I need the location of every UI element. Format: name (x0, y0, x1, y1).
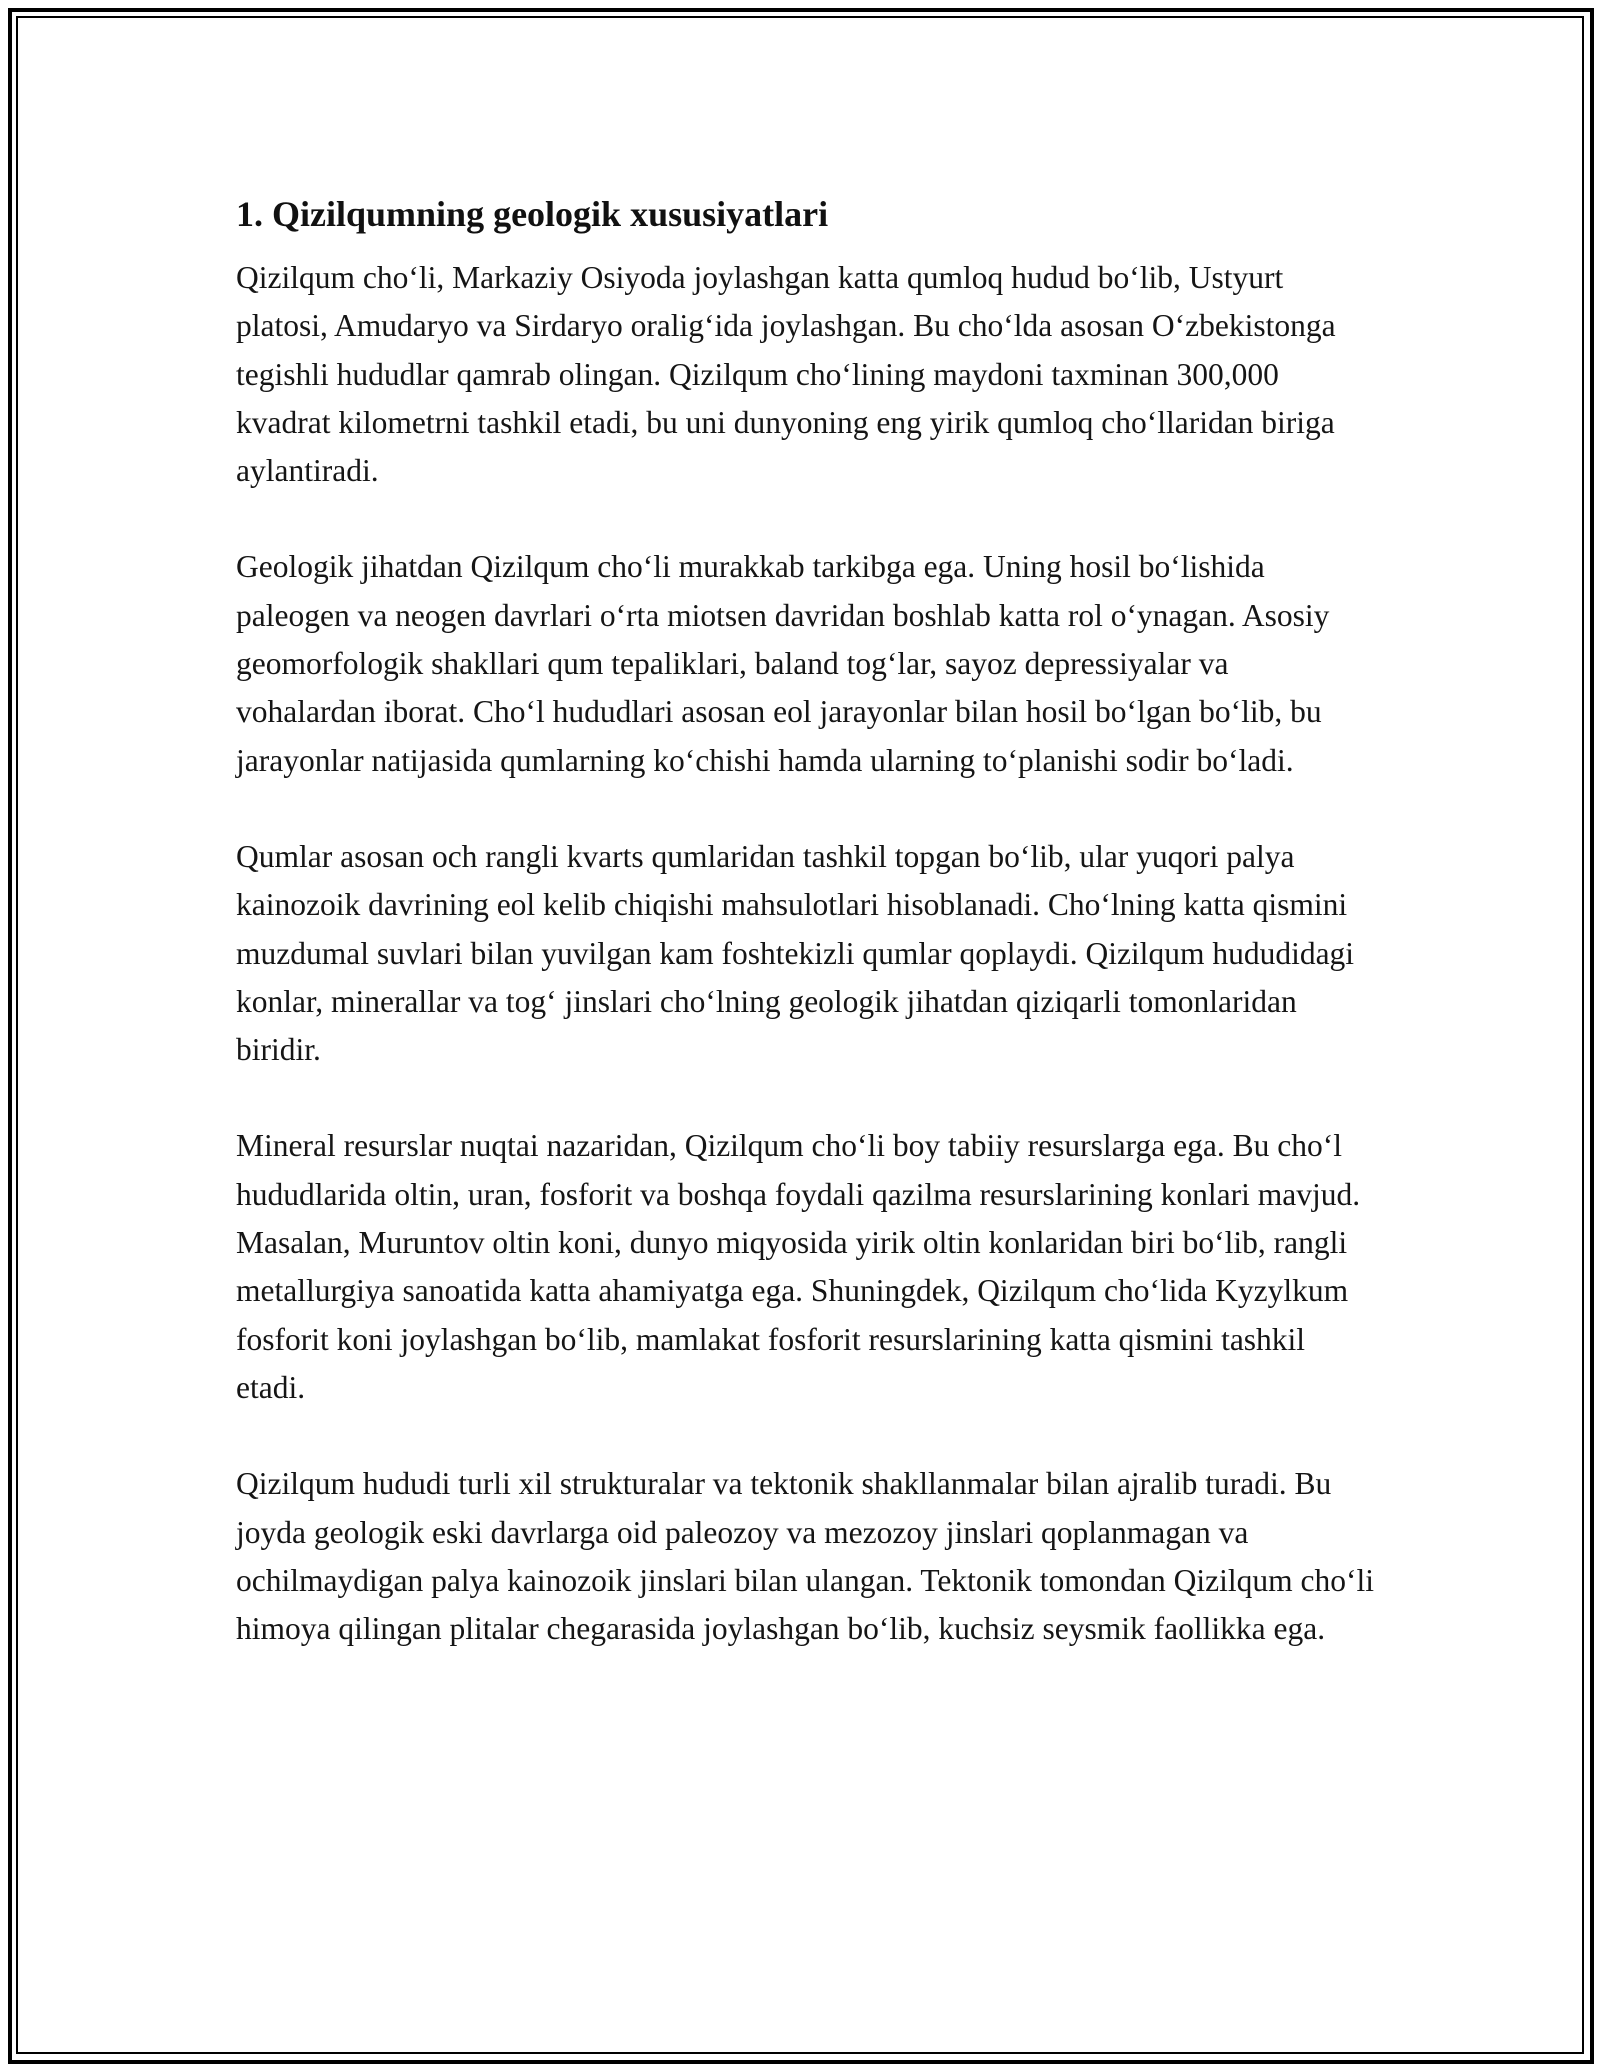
paragraph-overview: Qizilqum cho‘li, Markaziy Osiyoda joylashgan katta qumloq hudud bo‘lib, Ustyurt platosi, Amudaryo va Sirdaryo oralig‘ida joylashgan. Bu cho‘lda asosan O‘zbekistonga tegishli hududlar qamrab olingan. Qizilqum cho‘lining maydoni taxminan 300,000 kvadrat kilometrni tashkil etadi, bu uni dunyoning eng yirik qumloq cho‘llaridan biriga aylantiradi. (236, 260, 1336, 489)
paragraph-mineral-resources: Mineral resurslar nuqtai nazaridan, Qizilqum cho‘li boy tabiiy resurslarga ega. Bu cho‘l hududlarida oltin, uran, fosforit va boshqa foydali qazilma resurslarining konlari mavjud. Masalan, Muruntov oltin koni, dunyo miqyosida yirik oltin konlaridan biri bo‘lib, rangli metallurgiya sanoatida katta ahamiyatga ega. Shuningdek, Qizilqum cho‘lida Kyzylkum fosforit koni joylashgan bo‘lib, mamlakat fosforit resurslarining katta qismini tashkil etadi. (236, 1128, 1361, 1405)
document-body (236, 186, 1376, 1653)
paragraph-tectonics: Qizilqum hududi turli xil strukturalar va tektonik shakllanmalar bilan ajralib turadi. Bu joyda geologik eski davrlarga oid paleozoy va mezozoy jinslari qoplanmagan va ochilmaydigan palya kainozoik jinslari bilan ulangan. Tektonik tomondan Qizilqum cho‘li himoya qilingan plitalar chegarasida joylashgan bo‘lib, kuchsiz seysmik faollikka ega. (236, 1466, 1374, 1647)
section-heading: 1. Qizilqumning geologik xususiyatlari (236, 194, 829, 234)
paragraph-geology: Geologik jihatdan Qizilqum cho‘li murakkab tarkibga ega. Uning hosil bo‘lishida paleogen va neogen davrlari o‘rta miotsen davridan boshlab katta rol o‘ynagan. Asosiy geomorfologik shakllari qum tepaliklari, baland tog‘lar, sayoz depressiyalar va vohalardan iborat. Cho‘l hududlari asosan eol jarayonlar bilan hosil bo‘lgan bo‘lib, bu jarayonlar natijasida qumlarning ko‘chishi hamda ularning to‘planishi sodir bo‘ladi. (236, 549, 1330, 778)
paragraph-sands: Qumlar asosan och rangli kvarts qumlaridan tashkil topgan bo‘lib, ular yuqori palya kainozoik davrining eol kelib chiqishi mahsulotlari hisoblanadi. Cho‘lning katta qismini muzdumal suvlari bilan yuvilgan kam foshtekizli qumlar qoplaydi. Qizilqum hududidagi konlar, minerallar va tog‘ jinslari cho‘lning geologik jihatdan qiziqarli tomonlaridan biridir. (236, 838, 1355, 1068)
